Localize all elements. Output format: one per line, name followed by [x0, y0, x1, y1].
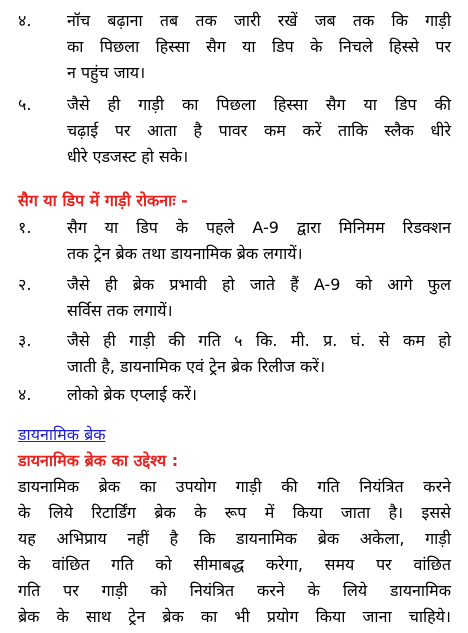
list-item-text: सैग या डिप के पहले A-9 द्वारा मिनिमम रिडक्शन: [67, 218, 451, 237]
list-item-text: नॉच बढ़ाना तब तक जारी रखें जब तक कि गाड़ी: [67, 11, 451, 30]
section-subheading: डायनामिक ब्रेक का उद्देश्य :: [18, 451, 179, 470]
paragraph-line: के वांछित गति को सीमाबद्ध करेगा, समय पर वांछित: [18, 555, 451, 574]
list-item-text: सर्विस तक लगायें।: [67, 301, 173, 320]
list-item-number: ४.: [18, 385, 32, 404]
list-item-number: २.: [18, 275, 32, 294]
list-item-number: १.: [18, 218, 32, 237]
paragraph-line: यह अभिप्राय नहीं है कि डायनामिक ब्रेक अकेला, गाड़ी: [18, 529, 451, 548]
paragraph-line: ब्रेक के साथ ट्रेन ब्रेक का भी प्रयोग किया जाना चाहिये।: [18, 607, 451, 626]
list-item-text: जाती है, डायनामिक एवं ट्रेन ब्रेक रिलीज करें।: [67, 357, 326, 376]
list-item-number: ५.: [18, 95, 32, 114]
list-item-text: जैसे ही ब्रेक प्रभावी हो जाते हैं A-9 को आगे फुल: [67, 275, 451, 294]
list-item-text: तक ट्रेन ब्रेक तथा डायनामिक ब्रेक लगायें।: [67, 244, 303, 263]
list-item-text: धीरे एडजस्ट हो सके।: [67, 147, 189, 166]
section-heading: सैग या डिप में गाड़ी रोकनाः -: [18, 191, 188, 210]
list-item-text: न पहुंच जाय।: [67, 63, 146, 82]
list-item-text: जैसे ही गाड़ी का पिछला हिस्सा सैग या डिप की: [67, 95, 451, 114]
section-title: डायनामिक ब्रेक: [18, 425, 106, 444]
list-item-number: ३.: [18, 331, 32, 350]
list-item-text: चढ़ाई पर आता है पावर कम करें ताकि स्लैक धीरे: [67, 121, 451, 140]
list-item-text: लोको ब्रेक एप्लाई करें।: [67, 385, 197, 404]
paragraph-line: डायनामिक ब्रेक का उपयोग गाड़ी की गति नियंत्रित करने: [18, 477, 451, 496]
paragraph-line: के लिये रिटार्डिंग ब्रेक के रूप में किया जाता है। इससे: [18, 503, 451, 522]
paragraph-line: गति पर गाड़ी को नियंत्रित करने के लिये डायनामिक: [18, 581, 451, 600]
list-item-text: का पिछला हिस्सा सैग या डिप के निचले हिस्से पर: [67, 37, 451, 56]
list-item-number: ४.: [18, 11, 32, 30]
list-item-text: जैसे ही गाड़ी की गति ५ कि. मी. प्र. घं. से कम हो: [67, 331, 451, 350]
